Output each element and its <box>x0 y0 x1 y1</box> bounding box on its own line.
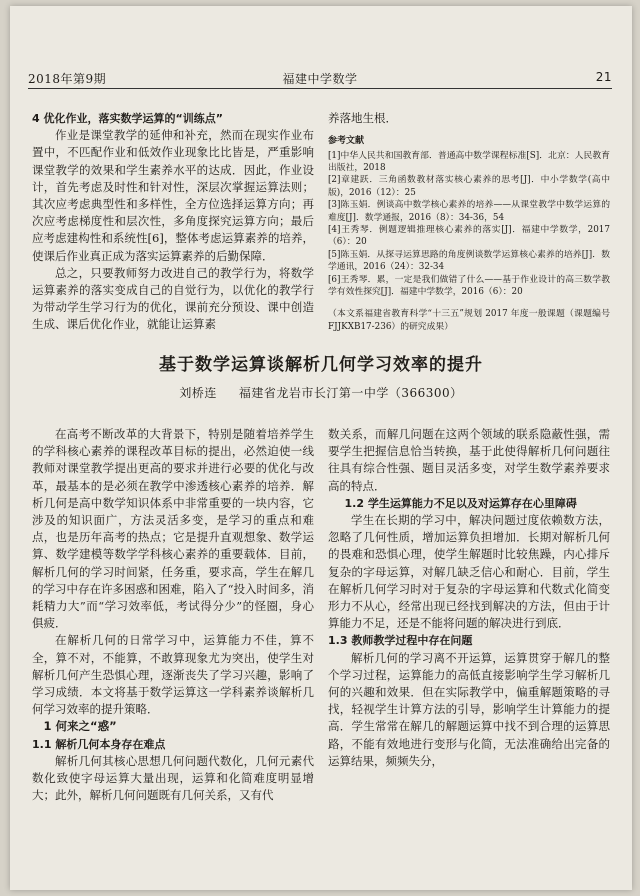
section-heading: 1 何来之“惑” <box>43 719 117 734</box>
journal-name: 福建中学数学 <box>282 72 358 86</box>
paragraph: 在解析几何的日常学习中，运算能力不佳，算不全，算不对，不能算，不敢算现象尤为突出，使学生对解析几何产生恐惧心理，逐渐丧失了学习兴趣，影响了学习成绩．本文将基于数学运算这一学科素养谈解析几何学习效率的提升策略． <box>32 633 314 717</box>
paragraph: 在高考不断改革的大背景下，特别是随着培养学生的学科核心素养的课程改革目标的提出，必然迫使一线教师对课堂教学提出更高的要求并进行必要的优化与改革，最基本的是必须在教学中渗透核心素养的培养．解析几何是高中数学知识体系中非常重要的一块内容，它涉及的知识面广，方法灵活多变，是学习的重点和难点，也是历年高考的热点；它是提升直观想象、数学运算、数学建模等数学学科核心素养的重要载体．目前，解析几何的学习时间紧，任务重，要求高，学生在解几的学习中存在许多困惑和困难，陷入了“投入时间多，消耗精力大”而“学习效率低，考试得分少”的怪圈，身心俱疲． <box>32 427 314 631</box>
funding-note: （本文系福建省教育科学“十三五”规划 2017 年度一般课题（课题编号FJJKXB17-236）的研究成果） <box>328 309 610 332</box>
subsection-heading: 1.3 教师教学过程中存在问题 <box>328 634 473 648</box>
reference-item: [3]陈玉娟．例谈高中数学核心素养的培养——从课堂教学中数学运算的难度[J]．数学通报，2016（8）：34-36，54 <box>328 200 610 223</box>
paragraph: 总之，只要教师努力改进自己的教学行为，将数学运算素养的落实变成自己的自觉行为，以优化的教学行为带动学生学习行为的优化，课前充分预设、课中创造生成、课后优化作业，就能让运算素 <box>32 265 314 332</box>
paragraph: 学生在长期的学习中，解决问题过度依赖数方法，忽略了几何性质，增加运算负担增加．长期对解析几何的畏难和恐惧心理，使学生解题时比较焦躁，内心排斥复杂的字母运算，对解几缺乏信心和耐心．目前，学生在解析几何学习时对于复杂的字母运算和代数式化简变形力不从心，经常出现已经找到解决的方法，但由于计算能力不足，还是不能将问题的解决进行到底． <box>328 513 610 631</box>
article-left-column <box>32 426 314 804</box>
article-title: 基于数学运算谈解析几何学习效率的提升 <box>159 355 483 375</box>
author-line <box>10 384 632 401</box>
author-name: 刘桥连 <box>179 386 217 400</box>
references-heading: 参考文献 <box>328 136 365 147</box>
section-heading: 4 优化作业，落实数学运算的“训练点” <box>32 112 223 125</box>
page-number: 21 <box>595 70 612 84</box>
paragraph: 解析几何的学习离不开运算，运算贯穿于解几的整个学习过程，运算能力的高低直接影响学生学习解析几何的兴趣和效果．但在实际教学中，偏重解题策略的寻找，轻视学生计算方法的引导，影响学生计算能力的提高．学生常常在解几的解题运算中找不到合理的运算思路，不能有效地进行变形与化简，无法准确给出完备的运算结果，频频失分， <box>328 650 610 768</box>
paragraph-continuation: 养落地生根． <box>328 111 397 125</box>
subsection-heading: 1.2 学生运算能力不足以及对运算存在心里障碍 <box>344 496 577 510</box>
reference-item: [2]章建跃．三角函数教材落实核心素养的思考[J]．中小学数学(高中版)，2016（12）：25 <box>328 175 610 198</box>
paragraph: 作业是课堂教学的延伸和补充，然而在现实作业布置中，不匹配作业和低效作业现象比比皆是，严重影响课堂教学的效果和学生素养水平的达成．因此，作业设计，首先考虑及时性和针对性，深层次掌握运算法则；其次应考虑典型性和多样性，全方位选择运算方向；再次应考虑梯度性和层次性，多角度探究运算方向；最后应考虑建构性和系统性[6]，整体考虑运算素养的培养，使课后作业真正成为落实运算素养的后勤保障． <box>32 128 314 263</box>
previous-article-left-column <box>32 110 314 334</box>
references <box>328 135 610 333</box>
running-header <box>28 68 612 89</box>
subsection-heading: 1.1 解析几何本身存在难点 <box>32 737 166 751</box>
previous-article-right-column <box>328 110 610 333</box>
reference-item: [5]陈玉娟．从探寻运算思路的角度例谈数学运算核心素养的培养[J]．数学通讯，2016（24）：32-34 <box>328 249 610 273</box>
issue-label: 2018年第9期 <box>28 72 107 86</box>
reference-item: [1]中华人民共和国教育部．普通高中数学课程标准[S]．北京：人民教育出版社，2018 <box>328 150 610 174</box>
reference-item: [4]王秀琴．例题逻辑推理核心素养的落实[J]．福建中学数学，2017（6）：20 <box>328 225 610 248</box>
reference-item: [6]王秀琴．累，一定是我们做错了什么——基于作业设计的高三数学教学有效性探究[J]．福建中学数学，2016（6）：20 <box>328 274 610 298</box>
paragraph: 解析几何其核心思想几何问题代数化，几何元素代数化致使字母运算大量出现，运算和化简难度明显增大；此外，解析几何问题既有几何关系，又有代 <box>32 753 314 803</box>
article-right-column <box>328 426 610 770</box>
journal-page <box>10 6 632 890</box>
paragraph-continuation: 数关系，而解几问题在这两个领域的联系隐蔽性强，需要学生把握信息恰当转换，基于此使得解析几何问题往往具有综合性强、题目灵活多变，对学生数学素养要求高的特点． <box>328 427 610 493</box>
author-affiliation: 福建省龙岩市长汀第一中学（366300） <box>238 386 463 400</box>
